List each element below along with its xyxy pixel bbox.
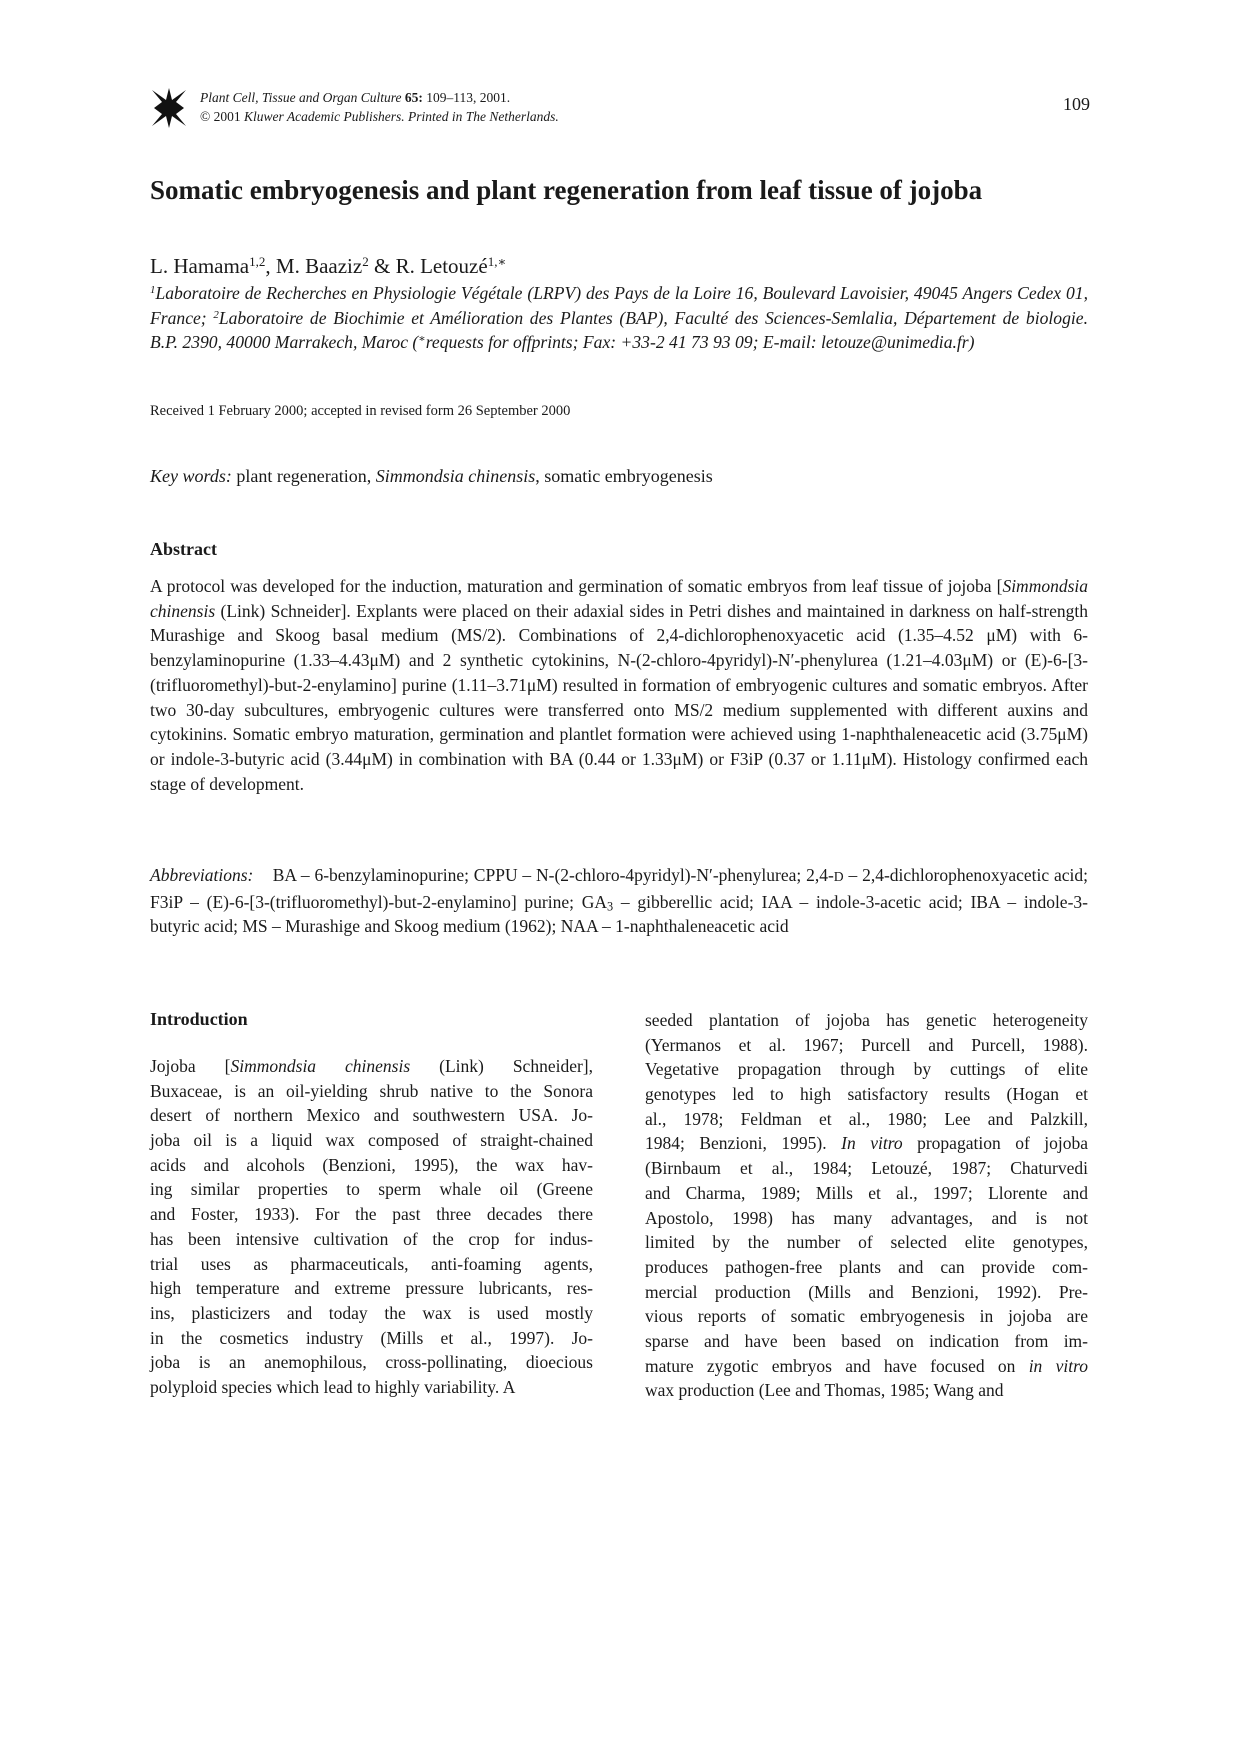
abstract-body [150, 574, 1088, 796]
line-text: sparse and have been based on indication from im- [645, 1330, 1088, 1351]
line-text: ing similar properties to sperm whale oil (Greene [150, 1179, 593, 1200]
abstract-species: Simmondsia chinensis [150, 576, 1088, 621]
text-line [150, 1301, 593, 1326]
author-affil-mark: 1,∗ [487, 253, 507, 269]
printed-location: Printed in The Netherlands. [408, 109, 559, 124]
author-name: M. Baaziz [275, 254, 363, 278]
text-line [150, 1153, 593, 1178]
line-text: vious reports of somatic embryogenesis in jojoba are [645, 1306, 1088, 1327]
intro-column-left [150, 1054, 593, 1400]
author-affil-mark: 1,2 [249, 253, 266, 269]
line-text: Apostolo, 1998) has many advantages, and is not [645, 1207, 1088, 1228]
copyright-symbol: © [200, 109, 211, 124]
text-line [150, 1227, 593, 1252]
affil-mark-2: 2 [213, 308, 219, 321]
text-line [150, 1252, 593, 1277]
line-text: joba is an anemophilous, cross-pollinating, dioecious [150, 1352, 593, 1373]
text-line [645, 1156, 1088, 1181]
text-line [150, 1103, 593, 1128]
journal-name: Plant Cell, Tissue and Organ Culture [200, 90, 402, 105]
affil-mark-1: 1 [150, 284, 156, 296]
text-line [645, 1008, 1088, 1033]
text-line [150, 1276, 593, 1301]
text-line [645, 1378, 1088, 1403]
line-text: limited by the number of selected elite genotypes, [645, 1232, 1088, 1253]
line-text: (Birnbaum et al., 1984; Letouzé, 1987; Chaturvedi [645, 1158, 1088, 1179]
keywords [150, 466, 713, 487]
text-line [645, 1255, 1088, 1280]
abbreviations-text-1: BA – 6-benzylaminopurine; CPPU – N-(2-chloro-4pyridyl)-N′-phenylurea; 2,4- [272, 865, 834, 885]
keyword-3: , somatic embryogenesis [535, 466, 713, 486]
abstract-heading: Abstract [150, 539, 217, 559]
line-text: mature zygotic embryos and have focused on [645, 1355, 1029, 1376]
text-line [150, 1350, 593, 1375]
page-number: 109 [1063, 94, 1090, 114]
line-text: ins, plasticizers and today the wax is used mostly [150, 1302, 593, 1323]
author-separator: & [368, 254, 396, 278]
affil-contact: requests for offprints; Fax: +33-2 41 73 93 09; E-mail: letouze@unimedia.fr) [425, 332, 975, 353]
text-line [645, 1131, 1088, 1156]
italic-term: Simmondsia chinensis [230, 1056, 411, 1076]
text-line [150, 1375, 593, 1400]
corresponding-mark: ∗ [418, 333, 426, 346]
abstract-text-2: (Link) Schneider]. Explants were placed on their adaxial sides in Petri dishes and maintained in darkness on half-strength Murashige and Skoog basal medium (MS/2). Combinations of 2,4-dichlorophenoxyacetic acid (1.35–4.52 μM) with 6-benzylaminopurine (1.33–4.43μM) and 2 synthetic cytokinins, N-(2-chloro-4pyridyl)-N′-phenylurea (1.21–4.03μM) or (E)-6-[3-(trifluoromethyl)-but-2-enylamino] purine (1.11–3.71μM) resulted in formation of embryogenic cultures and somatic embryos. After two 30-day subcultures, embryogenic cultures were transferred onto MS/2 medium supplemented with different auxins and cytokinins. Somatic embryo maturation, germination and plantlet formation were achieved using 1-naphthaleneacetic acid (3.75μM) or indole-3-butyric acid (3.44μM) in combination with BA (0.44 or 1.33μM) or F3iP (0.37 or 1.11μM). Histology confirmed each stage of development. [150, 600, 1088, 794]
author-list [150, 253, 506, 279]
italic-term: In vitro [841, 1133, 903, 1154]
line-text: wax production (Lee and Thomas, 1985; Wang and [645, 1380, 1004, 1401]
line-text: trial uses as pharmaceuticals, anti-foaming agents, [150, 1253, 593, 1274]
abbreviations-label: Abbreviations: [150, 865, 254, 885]
text-line [645, 1107, 1088, 1132]
line-text: in the cosmetics industry (Mills et al., 1997). Jo- [150, 1327, 593, 1348]
keywords-label: Key words: [150, 466, 232, 486]
abbreviations-text-3: – gibberellic acid; IAA – indole-3-acetic acid; IBA – indole-3-butyric acid; MS – Murashige and Skoog medium (1962); NAA – 1-naphthaleneacetic acid [150, 891, 1088, 937]
text-line [150, 1054, 593, 1079]
line-text: mercial production (Mills and Benzioni, 1992). Pre- [645, 1281, 1088, 1302]
introduction-heading: Introduction [150, 1009, 248, 1029]
line-text: polyploid species which lead to highly variability. A [150, 1376, 516, 1397]
text-line [645, 1280, 1088, 1305]
text-line [645, 1033, 1088, 1058]
journal-line [200, 88, 900, 107]
italic-term: in vitro [1028, 1355, 1089, 1376]
text-line [150, 1202, 593, 1227]
line-text: (Yermanos et al. 1967; Purcell and Purcell, 1988). [645, 1034, 1088, 1055]
line-text: produces pathogen-free plants and can provide com- [645, 1256, 1088, 1277]
keyword-1: plant regeneration, [236, 466, 376, 486]
text-line [150, 1128, 593, 1153]
journal-pages: 109–113, 2001. [426, 90, 511, 105]
abbreviations-ga-sub: 3 [607, 899, 614, 914]
abbreviations [150, 863, 1088, 939]
journal-citation [200, 88, 900, 126]
journal-volume: 65: [404, 90, 423, 105]
copyright-year: 2001 [213, 109, 241, 124]
line-text: propagation of jojoba [902, 1133, 1089, 1154]
line-text: al., 1978; Feldman et al., 1980; Lee and Palzkill, [645, 1108, 1088, 1129]
author-name: R. Letouzé [395, 254, 488, 278]
text-line [645, 1230, 1088, 1255]
author-separator: , [265, 254, 276, 278]
publisher-name: Kluwer Academic Publishers. [244, 109, 405, 124]
line-text: Buxaceae, is an oil-yielding shrub native to the Sonora [150, 1080, 593, 1101]
line-text: and Foster, 1933). For the past three decades there [150, 1204, 593, 1225]
line-text: Vegetative propagation through by cuttings of elite [645, 1059, 1088, 1080]
text-line [150, 1326, 593, 1351]
line-text: 1984; Benzioni, 1995). [645, 1133, 842, 1154]
text-line [645, 1329, 1088, 1354]
author-affil-mark: 2 [362, 253, 369, 269]
line-text: high temperature and extreme pressure lubricants, res- [150, 1278, 593, 1299]
affil-text-2: Laboratoire de Biochimie et Amélioration des Plantes (BAP), Faculté des Sciences-Semlalia, Département de biologie. B.P. 2390, 40000 Marrakech, Maroc ( [150, 307, 1088, 353]
affiliations [150, 281, 1088, 355]
abbreviations-small-d: D [833, 869, 844, 884]
abbreviations-text-2: – 2,4-dichlorophenoxyacetic acid; F3iP – (E)-6-[3-(trifluoromethyl)-but-2-enylamino] purine; GA [150, 865, 1088, 912]
paper-title: Somatic embryogenesis and plant regeneration from leaf tissue of jojoba [150, 175, 983, 205]
line-text: (Link) Schneider], [410, 1056, 593, 1076]
text-line [150, 1177, 593, 1202]
copyright-line [200, 107, 900, 126]
abstract-text-1: A protocol was developed for the induction, maturation and germination of somatic embryos from leaf tissue of jojoba [ [150, 576, 1003, 596]
text-line [645, 1206, 1088, 1231]
text-line [645, 1354, 1088, 1379]
author-name: L. Hamama [150, 254, 250, 278]
publisher-logo-icon [150, 86, 188, 130]
line-text: joba oil is a liquid wax composed of straight-chained [150, 1130, 593, 1151]
line-text: acids and alcohols (Benzioni, 1995), the wax hav- [150, 1154, 593, 1175]
line-text: and Charma, 1989; Mills et al., 1997; Llorente and [645, 1182, 1088, 1203]
text-line [645, 1082, 1088, 1107]
intro-column-right [645, 1008, 1088, 1403]
line-text: genotypes led to high satisfactory results (Hogan et [645, 1084, 1088, 1105]
line-text: seeded plantation of jojoba has genetic heterogeneity [645, 1010, 1088, 1030]
affil-text-1: Laboratoire de Recherches en Physiologie Végétale (LRPV) des Pays de la Loire 16, Boulevard Lavoisier, 49045 Angers Cedex 01, France; [150, 283, 1088, 328]
keyword-species: Simmondsia chinensis [375, 466, 536, 486]
line-text: Jojoba [ [150, 1056, 231, 1076]
received-dates: Received 1 February 2000; accepted in revised form 26 September 2000 [150, 403, 571, 419]
text-line [645, 1181, 1088, 1206]
line-text: has been intensive cultivation of the crop for indus- [150, 1228, 593, 1249]
text-line [150, 1079, 593, 1104]
text-line [645, 1304, 1088, 1329]
text-line [645, 1057, 1088, 1082]
line-text: desert of northern Mexico and southwestern USA. Jo- [150, 1105, 593, 1126]
